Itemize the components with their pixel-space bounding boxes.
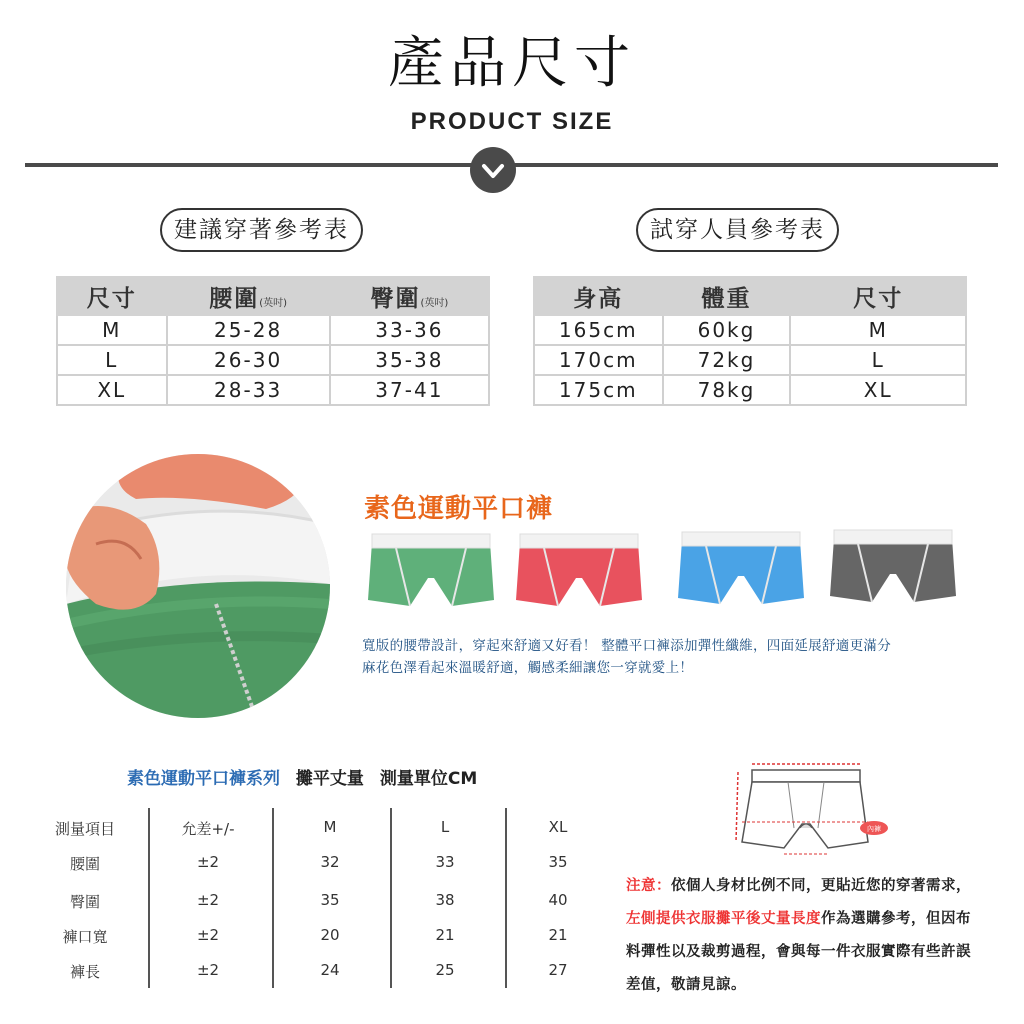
table-cell: 38 bbox=[435, 891, 455, 909]
diagram-label: 內褲 bbox=[867, 825, 881, 833]
table-cell: XL bbox=[57, 375, 167, 405]
description-line: 麻花色澤看起來溫暖舒適，觸感柔細讓您一穿就愛上！ bbox=[362, 660, 694, 676]
table-cell: M bbox=[57, 315, 167, 345]
column-divider bbox=[505, 808, 507, 988]
measurement-heading bbox=[127, 764, 477, 789]
table-row bbox=[57, 345, 489, 375]
table-row bbox=[57, 375, 489, 405]
table-cell: 35-38 bbox=[330, 345, 489, 375]
brief-waistband bbox=[372, 534, 490, 548]
brief-body bbox=[830, 538, 956, 602]
header-waist bbox=[167, 277, 330, 315]
brief-body bbox=[516, 542, 642, 606]
table-cell: 20 bbox=[320, 926, 340, 944]
table-cell: ±2 bbox=[196, 926, 220, 944]
table-cell: 25 bbox=[435, 961, 455, 979]
column-divider bbox=[148, 808, 150, 988]
header-height: 身高 bbox=[534, 277, 663, 315]
table-cell: 165cm bbox=[534, 315, 663, 345]
table-cell: 25-28 bbox=[167, 315, 330, 345]
page-title: 產品尺寸 bbox=[388, 31, 636, 96]
table-cell: ±2 bbox=[196, 891, 220, 909]
table-cell: 33-36 bbox=[330, 315, 489, 345]
table-cell: 腰圍 bbox=[69, 855, 100, 873]
table-cell: 35 bbox=[548, 853, 568, 871]
table-header: XL bbox=[548, 818, 568, 836]
table-cell: 28-33 bbox=[167, 375, 330, 405]
product-description bbox=[362, 635, 982, 679]
size-guide-table bbox=[56, 276, 490, 406]
table-header: 允差+/- bbox=[181, 820, 235, 838]
header-hip-label: 臀圍 bbox=[370, 285, 421, 312]
measurement-unit: 測量單位CM bbox=[379, 769, 478, 789]
green-brief-image bbox=[366, 530, 496, 616]
table-cell: 35 bbox=[320, 891, 340, 909]
header-weight: 體重 bbox=[663, 277, 791, 315]
header-size: 尺寸 bbox=[790, 277, 966, 315]
table-cell: ±2 bbox=[196, 853, 220, 871]
table-cell: 170cm bbox=[534, 345, 663, 375]
header-waist-unit: (英吋) bbox=[259, 297, 288, 309]
gray-brief-image bbox=[828, 526, 958, 612]
table-cell: 21 bbox=[435, 926, 455, 944]
table-cell: 175cm bbox=[534, 375, 663, 405]
table-cell: 26-30 bbox=[167, 345, 330, 375]
table-cell: L bbox=[790, 345, 966, 375]
table-cell: 72kg bbox=[663, 345, 791, 375]
chevron-down-icon bbox=[470, 147, 516, 193]
table-cell: 37-41 bbox=[330, 375, 489, 405]
table-header: M bbox=[323, 818, 337, 836]
note-highlight: 左側提供衣服攤平後丈量長度 bbox=[626, 911, 821, 927]
table-cell: M bbox=[790, 315, 966, 345]
red-brief-image bbox=[514, 530, 644, 616]
brief-waistband bbox=[520, 534, 638, 548]
measurement-method: 攤平丈量 bbox=[295, 769, 364, 789]
table-header: L bbox=[440, 818, 450, 836]
table-cell: 24 bbox=[320, 961, 340, 979]
header-hip bbox=[330, 277, 489, 315]
model-reference-table bbox=[533, 276, 967, 406]
column-divider bbox=[390, 808, 392, 988]
brief-waistband bbox=[682, 532, 800, 546]
table-cell: 60kg bbox=[663, 315, 791, 345]
header-hip-unit: (英吋) bbox=[420, 297, 449, 309]
table-cell: 21 bbox=[548, 926, 568, 944]
header-waist-label: 腰圍 bbox=[209, 285, 260, 312]
table-cell: 27 bbox=[548, 961, 568, 979]
table-header: 測量項目 bbox=[54, 820, 115, 838]
size-guide-title: 建議穿著參考表 bbox=[160, 208, 363, 252]
page-subtitle: PRODUCT SIZE bbox=[410, 108, 614, 135]
table-cell: 褲長 bbox=[69, 963, 100, 981]
garment-measurement-diagram bbox=[730, 758, 900, 868]
header-size: 尺寸 bbox=[57, 277, 167, 315]
note-text: 作為選購參考，但因布料彈性以及裁剪過程，會與每一件衣服實際有些許誤差值，敬請見諒。 bbox=[626, 911, 971, 993]
table-cell: 臀圍 bbox=[69, 893, 100, 911]
note-prefix: 注意： bbox=[626, 878, 671, 894]
table-row bbox=[534, 315, 966, 345]
table-row bbox=[534, 345, 966, 375]
brief-body bbox=[678, 540, 804, 604]
table-cell: ±2 bbox=[196, 961, 220, 979]
table-cell: XL bbox=[790, 375, 966, 405]
table-cell: 78kg bbox=[663, 375, 791, 405]
brief-body bbox=[368, 542, 494, 606]
brief-waistband bbox=[834, 530, 952, 544]
table-row bbox=[57, 315, 489, 345]
waistband-closeup-image bbox=[66, 454, 330, 718]
note-text: 依個人身材比例不同，更貼近您的穿著需求， bbox=[671, 878, 971, 894]
table-cell: 32 bbox=[320, 853, 340, 871]
sizing-note bbox=[626, 870, 976, 1002]
table-row bbox=[534, 375, 966, 405]
table-cell: 褲口寬 bbox=[62, 928, 108, 946]
description-line: 寬版的腰帶設計，穿起來舒適又好看！ 整體平口褲添加彈性纖維，四面延展舒適更滿分 bbox=[362, 638, 891, 654]
measurement-series: 素色運動平口褲系列 bbox=[127, 769, 280, 789]
table-cell: 40 bbox=[548, 891, 568, 909]
table-cell: 33 bbox=[435, 853, 455, 871]
blue-brief-image bbox=[676, 528, 806, 614]
table-cell: L bbox=[57, 345, 167, 375]
model-reference-title: 試穿人員參考表 bbox=[636, 208, 839, 252]
column-divider bbox=[272, 808, 274, 988]
product-title: 素色運動平口褲 bbox=[364, 494, 554, 524]
